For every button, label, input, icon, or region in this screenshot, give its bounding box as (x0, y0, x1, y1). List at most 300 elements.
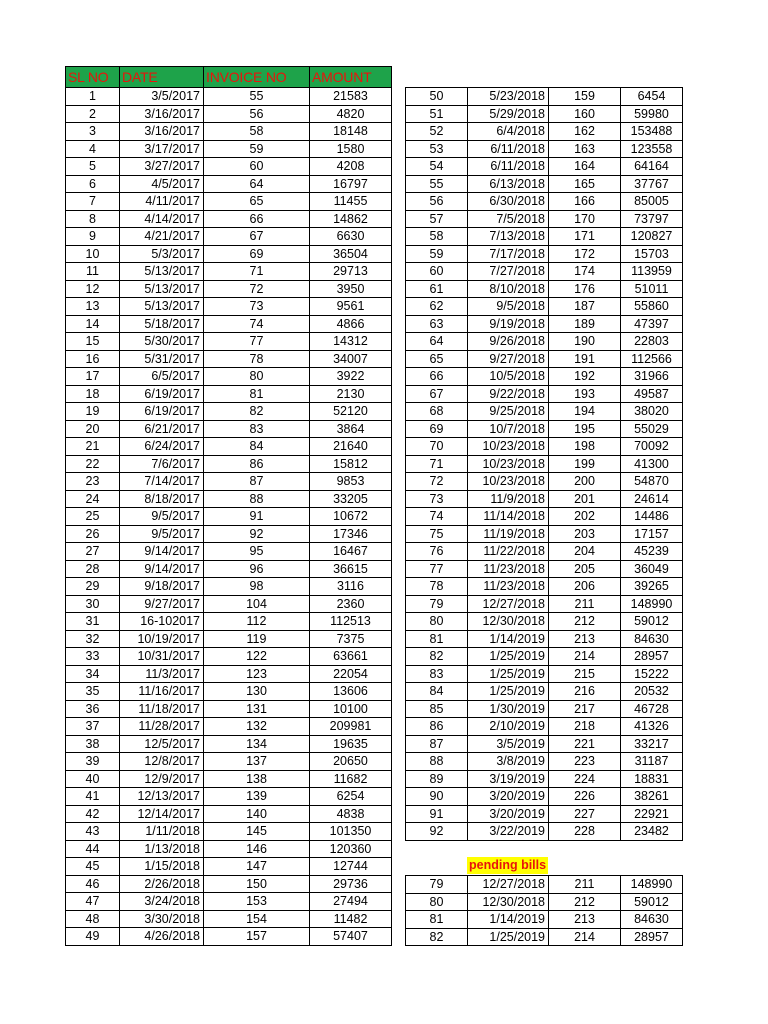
cell-invoice-no: 92 (204, 525, 310, 543)
cell-invoice-no: 131 (204, 700, 310, 718)
cell-sl-no: 64 (406, 333, 468, 351)
table-row (66, 805, 392, 823)
cell-sl-no: 85 (406, 700, 468, 718)
cell-amount: 55029 (621, 420, 683, 438)
cell-date: 12/30/2018 (468, 893, 549, 911)
table-row (66, 298, 392, 316)
cell-sl-no: 50 (406, 88, 468, 106)
cell-invoice-no: 71 (204, 263, 310, 281)
table-row (406, 665, 683, 683)
cell-amount: 6630 (310, 228, 392, 246)
cell-amount: 22803 (621, 333, 683, 351)
cell-amount: 19635 (310, 735, 392, 753)
cell-invoice-no: 201 (549, 490, 621, 508)
cell-date: 9/19/2018 (468, 315, 549, 333)
cell-sl-no: 20 (66, 420, 120, 438)
cell-date: 3/24/2018 (120, 893, 204, 911)
cell-amount: 20532 (621, 683, 683, 701)
cell-amount: 16797 (310, 175, 392, 193)
cell-sl-no: 5 (66, 158, 120, 176)
cell-sl-no: 22 (66, 455, 120, 473)
cell-invoice-no: 174 (549, 263, 621, 281)
cell-sl-no: 87 (406, 735, 468, 753)
cell-amount: 36615 (310, 560, 392, 578)
table-row (66, 700, 392, 718)
cell-amount: 46728 (621, 700, 683, 718)
cell-sl-no: 11 (66, 263, 120, 281)
cell-sl-no: 13 (66, 298, 120, 316)
cell-sl-no: 62 (406, 298, 468, 316)
cell-amount: 15703 (621, 245, 683, 263)
table-row (66, 840, 392, 858)
cell-amount: 59980 (621, 105, 683, 123)
table-row (66, 543, 392, 561)
table-row (406, 630, 683, 648)
table-row (406, 385, 683, 403)
cell-invoice-no: 139 (204, 788, 310, 806)
cell-invoice-no: 160 (549, 105, 621, 123)
table-row (406, 263, 683, 281)
cell-date: 3/16/2017 (120, 105, 204, 123)
cell-date: 8/10/2018 (468, 280, 549, 298)
table-row (406, 788, 683, 806)
table-row (406, 158, 683, 176)
cell-invoice-no: 214 (549, 928, 621, 946)
table-row (406, 770, 683, 788)
cell-amount: 10100 (310, 700, 392, 718)
cell-date: 1/25/2019 (468, 683, 549, 701)
table-row (66, 403, 392, 421)
cell-amount: 20650 (310, 753, 392, 771)
table-row (66, 210, 392, 228)
cell-date: 1/30/2019 (468, 700, 549, 718)
cell-amount: 54870 (621, 473, 683, 491)
cell-amount: 47397 (621, 315, 683, 333)
cell-invoice-no: 224 (549, 770, 621, 788)
cell-date: 1/25/2019 (468, 648, 549, 666)
cell-invoice-no: 221 (549, 735, 621, 753)
table-row (66, 455, 392, 473)
cell-amount: 6254 (310, 788, 392, 806)
cell-invoice-no: 72 (204, 280, 310, 298)
cell-invoice-no: 187 (549, 298, 621, 316)
header-sl-no: SL NO (66, 67, 120, 88)
cell-amount: 112513 (310, 613, 392, 631)
cell-date: 9/14/2017 (120, 560, 204, 578)
cell-sl-no: 92 (406, 823, 468, 841)
cell-sl-no: 66 (406, 368, 468, 386)
table-row (66, 385, 392, 403)
table-row (406, 473, 683, 491)
cell-invoice-no: 204 (549, 543, 621, 561)
cell-invoice-no: 73 (204, 298, 310, 316)
cell-amount: 17157 (621, 525, 683, 543)
cell-sl-no: 72 (406, 473, 468, 491)
cell-sl-no: 2 (66, 105, 120, 123)
table-row (66, 770, 392, 788)
table-row (406, 280, 683, 298)
table-row (66, 630, 392, 648)
table-row (406, 613, 683, 631)
cell-date: 10/19/2017 (120, 630, 204, 648)
cell-amount: 29736 (310, 875, 392, 893)
cell-invoice-no: 211 (549, 876, 621, 894)
table-row (406, 193, 683, 211)
cell-date: 7/5/2018 (468, 210, 549, 228)
cell-date: 5/31/2017 (120, 350, 204, 368)
cell-invoice-no: 176 (549, 280, 621, 298)
header-amount: AMOUNT (310, 67, 392, 88)
table-row (66, 368, 392, 386)
cell-sl-no: 86 (406, 718, 468, 736)
cell-date: 4/26/2018 (120, 928, 204, 946)
cell-invoice-no: 147 (204, 858, 310, 876)
cell-amount: 3864 (310, 420, 392, 438)
cell-sl-no: 57 (406, 210, 468, 228)
cell-date: 4/21/2017 (120, 228, 204, 246)
cell-date: 7/27/2018 (468, 263, 549, 281)
cell-sl-no: 59 (406, 245, 468, 263)
cell-date: 11/18/2017 (120, 700, 204, 718)
cell-amount: 112566 (621, 350, 683, 368)
cell-invoice-no: 203 (549, 525, 621, 543)
cell-invoice-no: 212 (549, 613, 621, 631)
cell-invoice-no: 192 (549, 368, 621, 386)
cell-sl-no: 44 (66, 840, 120, 858)
table-row (406, 140, 683, 158)
cell-date: 9/14/2017 (120, 543, 204, 561)
cell-amount: 41300 (621, 455, 683, 473)
cell-invoice-no: 206 (549, 578, 621, 596)
cell-invoice-no: 98 (204, 578, 310, 596)
cell-sl-no: 30 (66, 595, 120, 613)
cell-invoice-no: 213 (549, 630, 621, 648)
cell-date: 12/13/2017 (120, 788, 204, 806)
cell-invoice-no: 56 (204, 105, 310, 123)
cell-invoice-no: 150 (204, 875, 310, 893)
cell-date: 5/29/2018 (468, 105, 549, 123)
cell-sl-no: 15 (66, 333, 120, 351)
cell-amount: 14312 (310, 333, 392, 351)
table-row (406, 823, 683, 841)
cell-invoice-no: 82 (204, 403, 310, 421)
cell-date: 11/23/2018 (468, 578, 549, 596)
cell-sl-no: 29 (66, 578, 120, 596)
cell-date: 9/5/2018 (468, 298, 549, 316)
cell-date: 12/5/2017 (120, 735, 204, 753)
cell-date: 12/27/2018 (468, 595, 549, 613)
cell-amount: 209981 (310, 718, 392, 736)
table-row (406, 455, 683, 473)
cell-amount: 73797 (621, 210, 683, 228)
cell-date: 4/14/2017 (120, 210, 204, 228)
table-row (406, 123, 683, 141)
cell-invoice-no: 199 (549, 455, 621, 473)
cell-sl-no: 19 (66, 403, 120, 421)
cell-sl-no: 40 (66, 770, 120, 788)
cell-sl-no: 91 (406, 805, 468, 823)
cell-date: 9/27/2017 (120, 595, 204, 613)
table-row (406, 560, 683, 578)
cell-sl-no: 73 (406, 490, 468, 508)
cell-amount: 3116 (310, 578, 392, 596)
cell-date: 12/14/2017 (120, 805, 204, 823)
cell-sl-no: 71 (406, 455, 468, 473)
cell-amount: 63661 (310, 648, 392, 666)
cell-date: 2/10/2019 (468, 718, 549, 736)
cell-invoice-no: 123 (204, 665, 310, 683)
cell-amount: 4866 (310, 315, 392, 333)
cell-amount: 57407 (310, 928, 392, 946)
cell-sl-no: 84 (406, 683, 468, 701)
cell-sl-no: 90 (406, 788, 468, 806)
cell-invoice-no: 69 (204, 245, 310, 263)
table-row (406, 210, 683, 228)
cell-amount: 31187 (621, 753, 683, 771)
cell-amount: 34007 (310, 350, 392, 368)
cell-invoice-no: 198 (549, 438, 621, 456)
cell-sl-no: 45 (66, 858, 120, 876)
table-row (406, 175, 683, 193)
table-row (406, 928, 683, 946)
cell-sl-no: 6 (66, 175, 120, 193)
cell-invoice-no: 77 (204, 333, 310, 351)
table-row (406, 298, 683, 316)
cell-amount: 84630 (621, 911, 683, 929)
cell-sl-no: 52 (406, 123, 468, 141)
cell-invoice-no: 214 (549, 648, 621, 666)
cell-amount: 16467 (310, 543, 392, 561)
cell-amount: 3922 (310, 368, 392, 386)
cell-date: 5/13/2017 (120, 298, 204, 316)
cell-invoice-no: 130 (204, 683, 310, 701)
table-row (406, 893, 683, 911)
cell-amount: 33217 (621, 735, 683, 753)
cell-date: 5/30/2017 (120, 333, 204, 351)
cell-date: 10/7/2018 (468, 420, 549, 438)
cell-amount: 4838 (310, 805, 392, 823)
table-row (66, 88, 392, 106)
cell-invoice-no: 223 (549, 753, 621, 771)
cell-date: 10/5/2018 (468, 368, 549, 386)
cell-amount: 27494 (310, 893, 392, 911)
cell-invoice-no: 83 (204, 420, 310, 438)
cell-sl-no: 17 (66, 368, 120, 386)
cell-date: 11/14/2018 (468, 508, 549, 526)
cell-sl-no: 74 (406, 508, 468, 526)
cell-sl-no: 24 (66, 490, 120, 508)
cell-invoice-no: 162 (549, 123, 621, 141)
cell-date: 3/22/2019 (468, 823, 549, 841)
cell-sl-no: 80 (406, 893, 468, 911)
cell-amount: 1580 (310, 140, 392, 158)
cell-date: 4/5/2017 (120, 175, 204, 193)
cell-amount: 120360 (310, 840, 392, 858)
cell-amount: 85005 (621, 193, 683, 211)
cell-amount: 4820 (310, 105, 392, 123)
cell-amount: 11482 (310, 910, 392, 928)
cell-invoice-no: 66 (204, 210, 310, 228)
cell-invoice-no: 146 (204, 840, 310, 858)
cell-sl-no: 12 (66, 280, 120, 298)
cell-date: 6/4/2018 (468, 123, 549, 141)
cell-date: 2/26/2018 (120, 875, 204, 893)
cell-sl-no: 60 (406, 263, 468, 281)
table-row (66, 595, 392, 613)
cell-sl-no: 32 (66, 630, 120, 648)
cell-sl-no: 25 (66, 508, 120, 526)
cell-sl-no: 80 (406, 613, 468, 631)
cell-sl-no: 23 (66, 473, 120, 491)
table-row (406, 648, 683, 666)
table-row (406, 876, 683, 894)
cell-date: 9/5/2017 (120, 525, 204, 543)
table-row (66, 333, 392, 351)
table-row (66, 123, 392, 141)
invoice-table-left (65, 66, 392, 946)
cell-amount: 3950 (310, 280, 392, 298)
cell-date: 1/15/2018 (120, 858, 204, 876)
cell-date: 6/19/2017 (120, 403, 204, 421)
cell-sl-no: 76 (406, 543, 468, 561)
cell-amount: 59012 (621, 893, 683, 911)
cell-sl-no: 31 (66, 613, 120, 631)
table-row (66, 490, 392, 508)
cell-amount: 7375 (310, 630, 392, 648)
cell-sl-no: 27 (66, 543, 120, 561)
cell-invoice-no: 81 (204, 385, 310, 403)
cell-amount: 120827 (621, 228, 683, 246)
cell-invoice-no: 165 (549, 175, 621, 193)
table-row (406, 368, 683, 386)
cell-date: 8/18/2017 (120, 490, 204, 508)
cell-date: 1/25/2019 (468, 928, 549, 946)
cell-amount: 14862 (310, 210, 392, 228)
table-row (406, 350, 683, 368)
cell-amount: 51011 (621, 280, 683, 298)
cell-invoice-no: 171 (549, 228, 621, 246)
cell-sl-no: 55 (406, 175, 468, 193)
cell-sl-no: 58 (406, 228, 468, 246)
cell-date: 7/14/2017 (120, 473, 204, 491)
cell-sl-no: 46 (66, 875, 120, 893)
table-row (406, 735, 683, 753)
cell-date: 9/25/2018 (468, 403, 549, 421)
cell-invoice-no: 145 (204, 823, 310, 841)
cell-sl-no: 61 (406, 280, 468, 298)
table-row (406, 753, 683, 771)
cell-invoice-no: 154 (204, 910, 310, 928)
table-row (406, 718, 683, 736)
cell-sl-no: 81 (406, 911, 468, 929)
cell-invoice-no: 217 (549, 700, 621, 718)
cell-invoice-no: 59 (204, 140, 310, 158)
cell-invoice-no: 194 (549, 403, 621, 421)
cell-invoice-no: 122 (204, 648, 310, 666)
table-row (66, 245, 392, 263)
cell-date: 3/8/2019 (468, 753, 549, 771)
table-row (66, 753, 392, 771)
cell-amount: 15222 (621, 665, 683, 683)
cell-amount: 2360 (310, 595, 392, 613)
cell-invoice-no: 189 (549, 315, 621, 333)
header-date: DATE (120, 67, 204, 88)
cell-date: 7/6/2017 (120, 455, 204, 473)
table-row (66, 280, 392, 298)
cell-date: 6/11/2018 (468, 140, 549, 158)
cell-date: 12/8/2017 (120, 753, 204, 771)
cell-sl-no: 35 (66, 683, 120, 701)
table-row (66, 175, 392, 193)
table-row (406, 683, 683, 701)
table-row (66, 665, 392, 683)
table-row (66, 910, 392, 928)
cell-amount: 21583 (310, 88, 392, 106)
cell-date: 5/23/2018 (468, 88, 549, 106)
table-row (406, 420, 683, 438)
cell-sl-no: 4 (66, 140, 120, 158)
left-table-body (66, 88, 392, 946)
cell-date: 3/5/2017 (120, 88, 204, 106)
cell-amount: 70092 (621, 438, 683, 456)
cell-date: 11/19/2018 (468, 525, 549, 543)
cell-invoice-no: 87 (204, 473, 310, 491)
cell-sl-no: 88 (406, 753, 468, 771)
table-row (66, 578, 392, 596)
cell-sl-no: 49 (66, 928, 120, 946)
table-row (66, 560, 392, 578)
table-row (406, 315, 683, 333)
cell-date: 5/18/2017 (120, 315, 204, 333)
cell-date: 3/19/2019 (468, 770, 549, 788)
cell-sl-no: 26 (66, 525, 120, 543)
cell-sl-no: 16 (66, 350, 120, 368)
cell-invoice-no: 170 (549, 210, 621, 228)
cell-amount: 41326 (621, 718, 683, 736)
cell-amount: 33205 (310, 490, 392, 508)
right-table-body (406, 88, 683, 841)
cell-invoice-no: 195 (549, 420, 621, 438)
table-row (66, 875, 392, 893)
table-row (406, 911, 683, 929)
cell-date: 6/19/2017 (120, 385, 204, 403)
table-row (406, 438, 683, 456)
cell-sl-no: 81 (406, 630, 468, 648)
table-row (406, 245, 683, 263)
cell-invoice-no: 202 (549, 508, 621, 526)
cell-amount: 101350 (310, 823, 392, 841)
cell-sl-no: 7 (66, 193, 120, 211)
cell-amount: 49587 (621, 385, 683, 403)
table-row (66, 228, 392, 246)
cell-sl-no: 9 (66, 228, 120, 246)
pending-bills-label: pending bills (469, 858, 547, 872)
table-row (406, 228, 683, 246)
cell-sl-no: 3 (66, 123, 120, 141)
cell-sl-no: 75 (406, 525, 468, 543)
table-row (66, 438, 392, 456)
table-row (406, 490, 683, 508)
cell-sl-no: 70 (406, 438, 468, 456)
header-invoice-no: INVOICE NO (204, 67, 310, 88)
cell-date: 9/27/2018 (468, 350, 549, 368)
table-row (66, 263, 392, 281)
cell-sl-no: 83 (406, 665, 468, 683)
cell-invoice-no: 119 (204, 630, 310, 648)
cell-date: 1/14/2019 (468, 911, 549, 929)
cell-invoice-no: 191 (549, 350, 621, 368)
cell-invoice-no: 58 (204, 123, 310, 141)
